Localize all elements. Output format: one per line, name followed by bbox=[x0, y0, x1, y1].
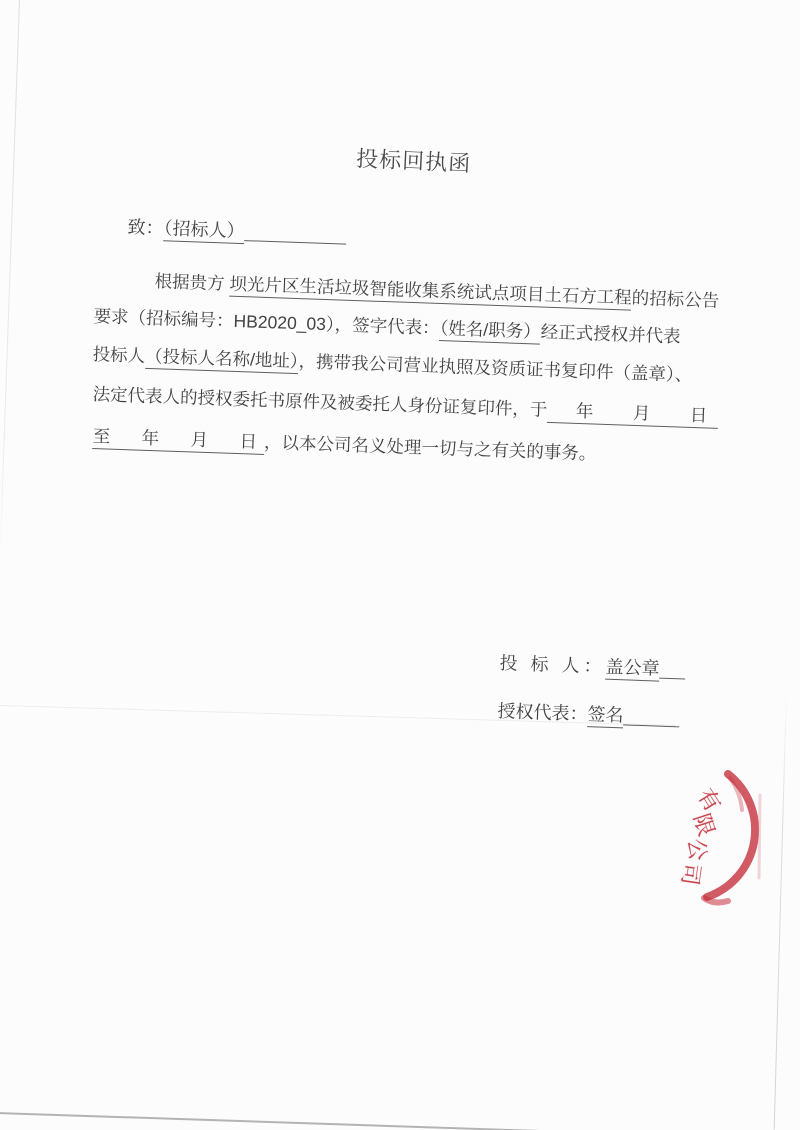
body-line-2-pre: 要求（招标编号：HB2020_03），签字代表： bbox=[93, 306, 440, 339]
body-line-1-pre: 根据贵方 bbox=[154, 271, 230, 294]
seal-ink-smear bbox=[704, 898, 728, 902]
body-line-3-post: ，携带我公司营业执照及资质证书复印件（盖章）、 bbox=[298, 351, 693, 385]
body-line-3 bbox=[92, 344, 692, 387]
date-from-blank: 年 月 日 bbox=[547, 400, 719, 429]
body-line-4-pre: 法定代表人的授权委托书原件及被委托人身份证复印件，于 bbox=[92, 384, 548, 420]
signature-bidder-line bbox=[499, 652, 686, 681]
body-line-2 bbox=[93, 306, 681, 348]
representative-blank: （姓名/职务） bbox=[439, 318, 541, 345]
body-line-3-pre: 投标人 bbox=[92, 344, 146, 366]
body-line-4 bbox=[92, 384, 718, 428]
seal-character: 司 bbox=[677, 861, 705, 888]
body-line-1 bbox=[154, 271, 719, 313]
agent-blank-extension bbox=[623, 706, 680, 727]
seal-faint-streak bbox=[759, 795, 760, 878]
agent-label: 授权代表： bbox=[497, 700, 588, 725]
seal-character: 公 bbox=[683, 837, 711, 862]
paper-bottom-edge bbox=[0, 1112, 800, 1130]
date-to-blank: 至 年 月 日 bbox=[92, 426, 264, 455]
project-name-blank: 坝光片区生活垃圾智能收集系统试点项目土石方工程 bbox=[229, 274, 632, 311]
salutation-prefix: 致： bbox=[127, 216, 164, 239]
addressee-blank-extension bbox=[244, 222, 347, 245]
body-line-5 bbox=[92, 426, 596, 465]
agent-sign-blank: 签名 bbox=[587, 704, 624, 728]
bidder-name-blank: （投标人名称/地址） bbox=[145, 346, 299, 374]
document-title: 投标回执函 bbox=[355, 145, 472, 177]
seal-character: 限 bbox=[688, 810, 720, 840]
seal-character: 有 bbox=[692, 784, 726, 816]
body-line-2-post: 经正式授权并代表 bbox=[540, 321, 681, 347]
signature-agent-line bbox=[497, 700, 680, 729]
paper-left-edge bbox=[0, 0, 20, 558]
body-line-1-post: 的招标公告 bbox=[631, 287, 720, 311]
body-line-5-post: ，以本公司名义处理一切与之有关的事务。 bbox=[263, 431, 597, 464]
bidder-seal-blank: 盖公章 bbox=[605, 657, 660, 682]
addressee-blank: （招标人） bbox=[163, 218, 245, 244]
bidder-label: 投 标 人： bbox=[499, 652, 606, 677]
salutation-line bbox=[127, 216, 347, 246]
bidder-blank-extension bbox=[659, 660, 686, 680]
